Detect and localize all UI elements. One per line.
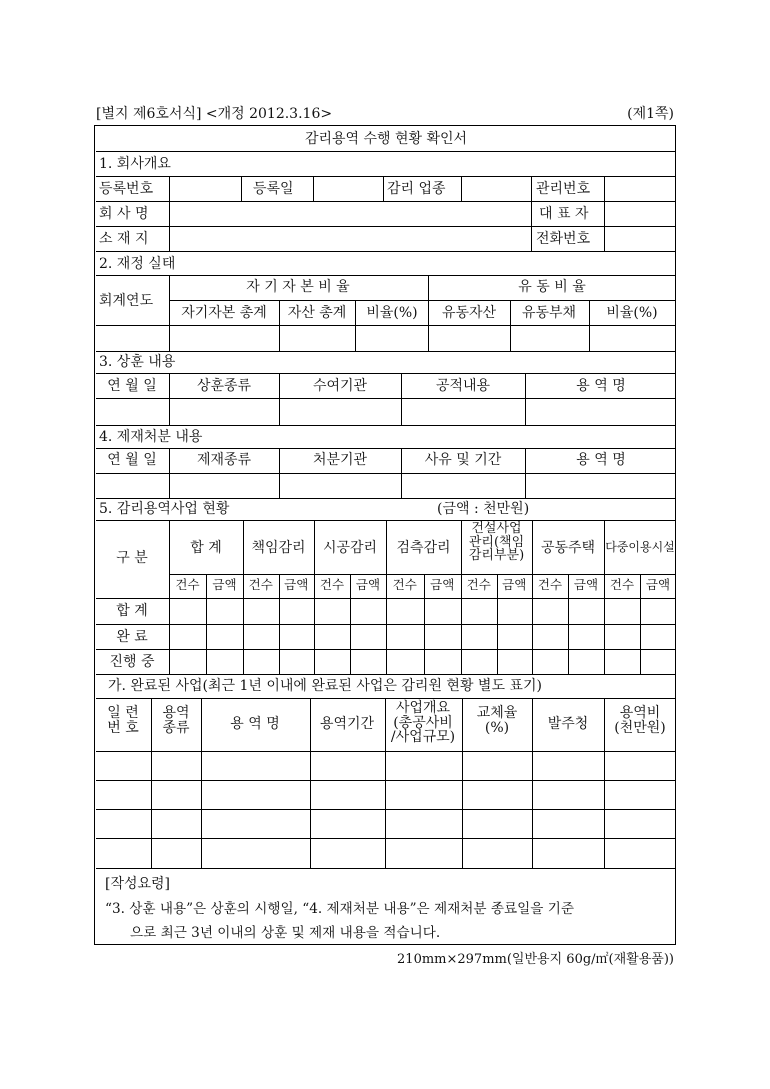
completed-col-header: 일 련 번 호 [107,705,139,736]
status-row-label: 완 료 [116,629,148,645]
section-4-heading: 4. 제재처분 내용 [99,429,203,445]
rule [96,448,676,449]
col-group-header: 합 계 [190,540,222,556]
rule [96,373,676,374]
reg-date-field[interactable] [314,177,383,201]
instructions-heading: [작성요령] [105,876,171,892]
form-title: 감리용역 수행 현황 확인서 [304,131,468,147]
count-header: 건수 [392,577,417,592]
representative-field[interactable] [605,202,676,226]
rule [243,520,244,674]
rule [169,448,170,498]
section-3-heading: 3. 상훈 내용 [99,354,176,370]
rule [279,448,280,498]
rule [350,574,351,674]
sanction-col-header: 연 월 일 [107,452,157,468]
rule [96,674,676,675]
paper-spec: 210mm×297mm(일반용지 60g/㎡(재활용품)) [397,952,674,967]
label-company-name: 회 사 명 [99,206,149,222]
rule [96,649,676,650]
rule [525,448,526,498]
label-category: 구 분 [116,550,148,566]
rule [589,300,590,351]
finance-col-header: 유동자산 [441,305,497,321]
company-name-field[interactable] [170,202,531,226]
rule [96,398,676,399]
reg-no-field[interactable] [170,177,241,201]
award-col-header: 용 역 명 [576,378,626,394]
amount-header: 금액 [502,577,527,592]
rule [428,275,429,351]
label-representative: 대 표 자 [539,206,589,222]
rule [96,624,676,625]
sanction-col-header: 처분기관 [312,452,368,468]
rule [279,574,280,674]
col-group-header: 검측감리 [396,540,451,556]
amount-header: 금액 [645,577,671,592]
rule [525,373,526,425]
completed-col-header: 용역비 (천만원) [614,705,666,736]
label-equity-ratio: 자 기 자 본 비 율 [246,279,350,295]
instructions-line-1: “3. 상훈 내용”은 상훈의 시행일, “4. 제재처분 내용”은 제재처분 종료일을 기준 [105,901,574,917]
completed-col-header: 발주청 [547,716,589,732]
rule [96,251,676,252]
rule [96,698,676,699]
label-supervision-type: 감리 업종 [387,181,446,197]
rule [532,520,533,674]
rule [169,300,676,301]
award-col-header: 공적내용 [435,378,491,394]
rule [401,448,402,498]
rule [401,373,402,425]
rule [531,176,532,251]
supervision-type-field[interactable] [462,177,531,201]
rule [241,176,242,201]
rule [279,373,280,425]
rule [497,574,498,674]
label-fiscal-year: 회계연도 [99,293,154,309]
section-1-heading: 1. 회사개요 [99,156,171,172]
rule [355,300,356,351]
rule [314,520,315,674]
completed-col-header: 사업개요 (총공사비 /사업규모) [390,700,456,746]
finance-col-header: 자기자본 총계 [181,305,267,321]
rule [169,275,170,351]
rule [96,498,676,499]
confirmation-form [94,125,676,945]
sanction-col-header: 사유 및 기간 [424,452,502,468]
mgmt-no-field[interactable] [605,177,676,201]
amount-header: 금액 [284,577,309,592]
rule [96,809,676,810]
phone-field[interactable] [605,227,676,251]
rule [169,373,170,425]
rule [640,574,641,674]
rule [96,275,676,276]
completed-col-header: 용역기간 [319,716,375,732]
award-col-header: 상훈종류 [196,378,252,394]
label-address: 소 재 지 [99,231,149,247]
amount-header: 금액 [573,577,599,592]
rule [568,574,569,674]
award-col-header: 수여기관 [312,378,368,394]
status-row-label: 진행 중 [109,654,155,670]
finance-col-header: 비율(%) [606,305,658,321]
rule [96,473,676,474]
rule [169,574,676,575]
col-group-header: 공동주택 [540,540,596,556]
amount-unit: (금액 : 천만원) [437,501,530,517]
label-reg-date: 등록일 [253,181,294,197]
rule [386,520,387,674]
col-group-header: 책임감리 [251,540,306,556]
completed-projects-note: 가. 완료된 사업(최근 1년 이내에 완료된 사업은 감리원 현황 별도 표기) [108,678,542,694]
completed-col-header: 교체율 (%) [476,705,518,736]
sanction-col-header: 용 역 명 [576,452,626,468]
section-2-heading: 2. 재정 실태 [99,256,176,272]
address-field[interactable] [170,227,531,251]
rule [279,300,280,351]
count-header: 건수 [537,577,563,592]
instructions-line-2: 으로 최근 3년 이내의 상훈 및 제재 내용을 적습니다. [130,925,441,941]
rule [96,751,676,752]
rule [96,780,676,781]
page-number: (제1쪽) [627,106,674,122]
count-header: 건수 [466,577,491,592]
rule [96,838,676,839]
amount-header: 금액 [355,577,381,592]
label-liquidity-ratio: 유 동 비 율 [518,279,586,295]
rule [96,351,676,352]
rule [383,176,384,201]
finance-col-header: 유동부채 [521,305,577,321]
count-header: 건수 [248,577,273,592]
label-mgmt-no: 관리번호 [536,181,591,197]
rule [206,574,207,674]
rule [169,520,170,674]
col-group-header: 시공감리 [322,540,378,556]
rule [96,868,676,869]
completed-col-header: 용 역 명 [230,716,280,732]
label-reg-no: 등록번호 [99,181,154,197]
count-header: 건수 [609,577,635,592]
amount-header: 금액 [430,577,455,592]
rule [424,574,425,674]
rule [96,425,676,426]
label-phone: 전화번호 [536,231,591,247]
finance-col-header: 자산 총계 [287,305,347,321]
col-group-header: 건설사업 관리(책임 감리부분) [468,521,525,564]
section-5-heading: 5. 감리용역사업 현황 [99,501,230,517]
amount-header: 금액 [212,577,237,592]
rule [510,300,511,351]
count-header: 건수 [175,577,200,592]
count-header: 건수 [319,577,345,592]
sanction-col-header: 제재종류 [196,452,252,468]
col-group-header: 다중이용시설 [605,540,675,554]
award-col-header: 연 월 일 [107,378,157,394]
rule [96,598,676,599]
rule [96,151,676,152]
status-row-label: 합 계 [116,603,148,619]
finance-col-header: 비율(%) [366,305,418,321]
form-id: [별지 제6호서식] <개정 2012.3.16> [96,106,333,122]
completed-col-header: 용역 종류 [162,705,190,736]
